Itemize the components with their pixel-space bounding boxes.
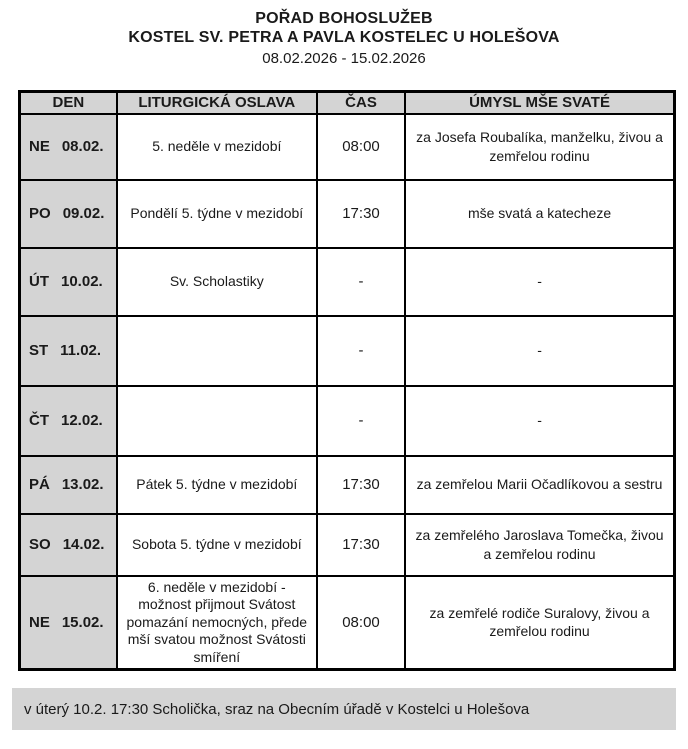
date-range: 08.02.2026 - 15.02.2026 <box>262 50 426 67</box>
table-row <box>20 248 675 316</box>
day-date: 11.02. <box>60 342 102 359</box>
page-title: POŘAD BOHOSLUŽEB <box>255 10 433 27</box>
day-date: 09.02. <box>62 205 105 222</box>
day-cell <box>20 114 117 180</box>
time-cell: - <box>317 316 405 386</box>
celebration-cell: Sobota 5. týdne v mezidobí <box>117 514 317 576</box>
day-cell <box>20 514 117 576</box>
day-abbr: ST <box>29 342 49 359</box>
celebration-cell: Sv. Scholastiky <box>117 248 317 316</box>
time-cell: 08:00 <box>317 576 405 670</box>
schedule-table <box>18 90 676 671</box>
time-cell: 17:30 <box>317 514 405 576</box>
day-date: 15.02. <box>61 613 104 631</box>
day-cell <box>20 180 117 248</box>
time-cell: - <box>317 248 405 316</box>
celebration-cell <box>117 386 317 456</box>
day-date: 08.02. <box>61 138 104 155</box>
intention-cell: - <box>405 316 674 386</box>
day-abbr: NE <box>29 138 50 155</box>
column-header-intention: ÚMYSL MŠE SVATÉ <box>405 92 674 114</box>
table-row <box>20 386 675 456</box>
day-cell <box>20 248 117 316</box>
day-date: 13.02. <box>61 476 104 493</box>
celebration-cell: Pátek 5. týdne v mezidobí <box>117 456 317 514</box>
footer-note-bar <box>12 688 676 730</box>
day-abbr: SO <box>29 536 51 553</box>
column-header-celebration: LITURGICKÁ OSLAVA <box>117 92 317 114</box>
day-abbr: PÁ <box>29 476 50 493</box>
church-name: KOSTEL SV. PETRA A PAVLA KOSTELEC U HOLEŠOVA <box>128 29 560 46</box>
intention-cell: - <box>405 386 674 456</box>
intention-cell: mše svatá a katecheze <box>405 180 674 248</box>
intention-cell: - <box>405 248 674 316</box>
title-block <box>0 0 688 68</box>
time-cell: 17:30 <box>317 180 405 248</box>
intention-cell: za zemřelého Jaroslava Tomečka, živou a zemřelou rodinu <box>405 514 674 576</box>
day-cell <box>20 456 117 514</box>
day-cell <box>20 576 117 670</box>
celebration-cell: 5. neděle v mezidobí <box>117 114 317 180</box>
celebration-cell: 6. neděle v mezidobí - možnost přijmout Svátost pomazání nemocných, přede mší svatou možnost Svátosti smíření <box>117 576 317 670</box>
column-header-time: ČAS <box>317 92 405 114</box>
day-date: 14.02. <box>62 536 105 553</box>
day-cell <box>20 316 117 386</box>
day-abbr: ÚT <box>29 273 49 290</box>
celebration-cell: Pondělí 5. týdne v mezidobí <box>117 180 317 248</box>
table-row <box>20 180 675 248</box>
table-row <box>20 114 675 180</box>
intention-cell: za zemřelou Marii Očadlíkovou a sestru <box>405 456 674 514</box>
day-cell <box>20 386 117 456</box>
day-date: 12.02. <box>61 412 103 429</box>
day-abbr: PO <box>29 205 51 222</box>
day-date: 10.02. <box>61 273 103 290</box>
intention-cell: za zemřelé rodiče Suralovy, živou a zemřelou rodinu <box>405 576 674 670</box>
celebration-cell <box>117 316 317 386</box>
time-cell: 17:30 <box>317 456 405 514</box>
table-row <box>20 456 675 514</box>
intention-cell: za Josefa Roubalíka, manželku, živou a zemřelou rodinu <box>405 114 674 180</box>
day-abbr: NE <box>29 613 50 631</box>
time-cell: 08:00 <box>317 114 405 180</box>
time-cell: - <box>317 386 405 456</box>
day-abbr: ČT <box>29 412 49 429</box>
column-header-den: DEN <box>20 92 117 114</box>
table-header-row <box>20 92 675 114</box>
table-row <box>20 514 675 576</box>
footer-note-text: v úterý 10.2. 17:30 Scholička, sraz na Obecním úřadě v Kostelci u Holešova <box>24 700 530 718</box>
table-row <box>20 316 675 386</box>
table-row <box>20 576 675 670</box>
